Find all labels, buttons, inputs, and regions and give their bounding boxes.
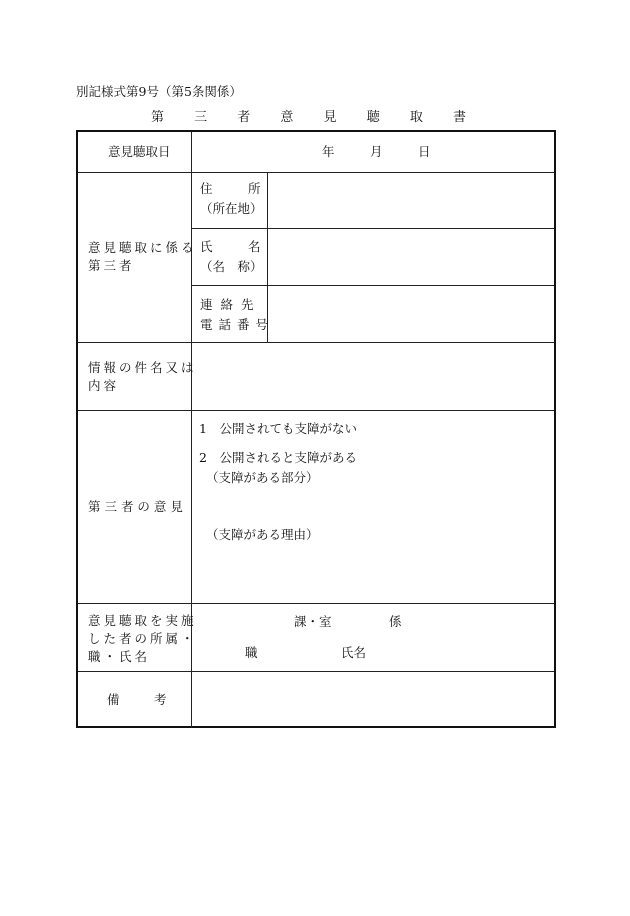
remarks-label-a: 備 <box>107 692 120 707</box>
row-divider <box>78 410 554 411</box>
row-divider <box>78 671 554 672</box>
subrow-divider <box>191 285 554 286</box>
executor-section: 課・室 <box>294 614 332 629</box>
third-party-label-line1: 意見聴取に係る <box>88 240 197 255</box>
date-year: 年 <box>322 144 335 159</box>
info-label-line2: 内容 <box>88 378 120 393</box>
hearing-date-label: 意見聴取日 <box>108 144 171 159</box>
row-divider <box>78 603 554 604</box>
opinion-reason: （支障がある理由） <box>206 527 319 542</box>
executor-unit: 係 <box>389 614 402 629</box>
contact-label-line1: 連 絡 先 <box>200 297 256 312</box>
opinion-option-2: 2 公開されると支障がある <box>199 450 357 465</box>
executor-label-line3: 職・氏名 <box>88 649 151 664</box>
executor-position: 職 <box>245 645 258 660</box>
name-sublabel: （名 称） <box>200 259 263 274</box>
remarks-label-b: 考 <box>154 692 167 707</box>
opinion-option-1: 1 公開されても支障がない <box>199 421 357 436</box>
row-divider <box>78 342 554 343</box>
subrow-divider <box>191 228 554 229</box>
info-label-line1: 情報の件名又は <box>88 360 197 375</box>
address-sublabel: （所在地） <box>200 201 263 216</box>
date-month: 月 <box>370 144 383 159</box>
third-party-label <box>88 239 197 275</box>
opinion-label: 第 三 者 の 意 見 <box>88 499 183 514</box>
document-title: 第 三 者 意 見 聴 取 書 <box>151 110 479 125</box>
info-label <box>88 359 197 395</box>
row-divider <box>78 172 554 173</box>
form-table <box>76 130 556 728</box>
opinion-part: （支障がある部分） <box>206 470 319 485</box>
form-caption: 別記様式第9号（第5条関係） <box>76 84 242 99</box>
address-label-a: 住 <box>200 181 213 196</box>
executor-name: 氏名 <box>341 645 367 660</box>
executor-label-line1: 意見聴取を実施 <box>88 613 197 628</box>
address-label-b: 所 <box>248 181 261 196</box>
name-label-a: 氏 <box>200 239 213 254</box>
contact-label-line2: 電 話 番 号 <box>200 317 269 332</box>
executor-label-line2: した者の所属・ <box>88 631 197 646</box>
third-party-label-line2: 第三者 <box>88 258 135 273</box>
date-day: 日 <box>418 144 431 159</box>
executor-label <box>88 612 197 666</box>
name-label-b: 名 <box>248 239 261 254</box>
